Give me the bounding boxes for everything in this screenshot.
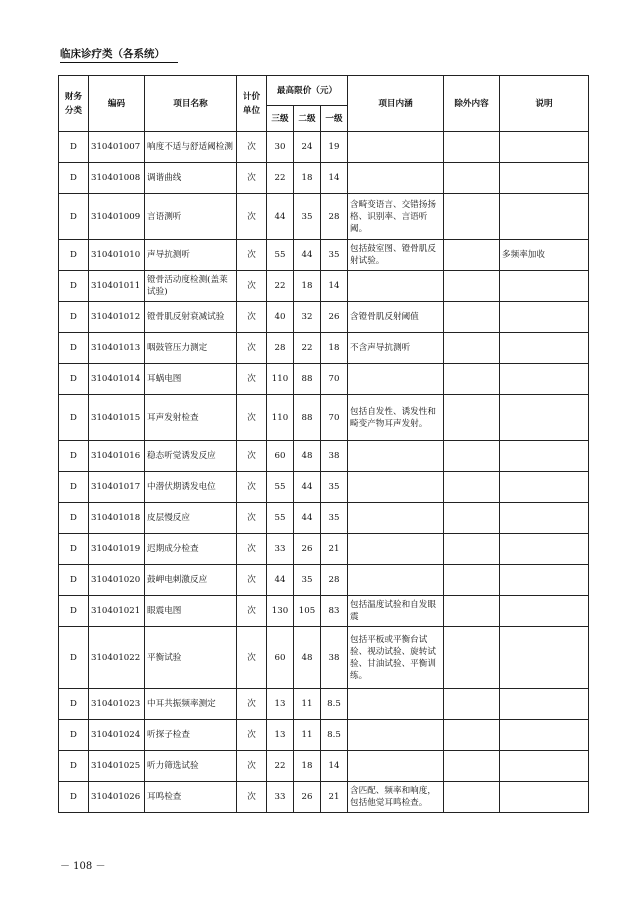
row-note [500, 596, 589, 627]
row-unit: 次 [237, 271, 267, 302]
row-excluded [444, 302, 500, 333]
row-unit: 次 [237, 194, 267, 240]
row-price-level1: 28 [321, 194, 348, 240]
row-code: 310401012 [89, 302, 145, 333]
row-note [500, 720, 589, 751]
row-content [348, 503, 444, 534]
row-code: 310401022 [89, 627, 145, 689]
row-content: 包括温度试验和自发眼震 [348, 596, 444, 627]
row-unit: 次 [237, 689, 267, 720]
row-price-level2: 88 [294, 364, 321, 395]
row-category: D [59, 441, 89, 472]
row-excluded [444, 689, 500, 720]
row-content: 含畸变语言、交错扬扬格、识别率、言语听阈。 [348, 194, 444, 240]
row-code: 310401009 [89, 194, 145, 240]
table-row [59, 163, 589, 194]
row-excluded [444, 534, 500, 565]
row-code: 310401013 [89, 333, 145, 364]
row-price-level1: 83 [321, 596, 348, 627]
table-row [59, 534, 589, 565]
row-code: 310401026 [89, 782, 145, 813]
row-excluded [444, 240, 500, 271]
row-price-level3: 60 [267, 441, 294, 472]
row-price-level1: 35 [321, 472, 348, 503]
row-code: 310401023 [89, 689, 145, 720]
row-content [348, 751, 444, 782]
row-code: 310401011 [89, 271, 145, 302]
row-name: 迟期成分检查 [145, 534, 237, 565]
row-excluded [444, 364, 500, 395]
row-name: 耳鸣检查 [145, 782, 237, 813]
row-price-level2: 44 [294, 240, 321, 271]
row-content: 包括自发性、诱发性和畸变产物耳声发射。 [348, 395, 444, 441]
row-code: 310401020 [89, 565, 145, 596]
row-category: D [59, 163, 89, 194]
header-price-group: 最高限价（元） [267, 76, 348, 106]
row-name: 响度不适与舒适阈检测 [145, 132, 237, 163]
row-note [500, 163, 589, 194]
row-excluded [444, 271, 500, 302]
row-content [348, 271, 444, 302]
row-price-level1: 70 [321, 364, 348, 395]
row-price-level2: 18 [294, 271, 321, 302]
row-unit: 次 [237, 395, 267, 441]
header-level1: 一级 [321, 106, 348, 132]
row-category: D [59, 271, 89, 302]
row-content: 包括鼓室图、镫骨肌反射试验。 [348, 240, 444, 271]
row-unit: 次 [237, 596, 267, 627]
table-row [59, 441, 589, 472]
row-price-level1: 28 [321, 565, 348, 596]
row-unit: 次 [237, 503, 267, 534]
row-price-level2: 105 [294, 596, 321, 627]
row-price-level3: 40 [267, 302, 294, 333]
section-title: 临床诊疗类（各系统） [60, 48, 165, 60]
row-name: 稳态听觉诱发反应 [145, 441, 237, 472]
table-row [59, 271, 589, 302]
row-name: 听力筛选试验 [145, 751, 237, 782]
row-unit: 次 [237, 163, 267, 194]
row-name: 平衡试验 [145, 627, 237, 689]
row-note [500, 627, 589, 689]
row-price-level2: 88 [294, 395, 321, 441]
table-row [59, 472, 589, 503]
row-code: 310401019 [89, 534, 145, 565]
row-price-level2: 22 [294, 333, 321, 364]
row-note [500, 472, 589, 503]
header-name: 项目名称 [145, 76, 237, 132]
row-content: 包括平板或平衡台试验、视动试验、旋转试验、甘油试验、平衡训练。 [348, 627, 444, 689]
header-note: 说明 [500, 76, 589, 132]
table-row [59, 132, 589, 163]
table-row [59, 194, 589, 240]
table-row [59, 596, 589, 627]
row-excluded [444, 163, 500, 194]
row-unit: 次 [237, 441, 267, 472]
row-content [348, 132, 444, 163]
row-price-level1: 19 [321, 132, 348, 163]
row-code: 310401008 [89, 163, 145, 194]
row-category: D [59, 132, 89, 163]
row-category: D [59, 240, 89, 271]
row-code: 310401016 [89, 441, 145, 472]
row-content [348, 163, 444, 194]
row-content [348, 364, 444, 395]
table-row [59, 565, 589, 596]
row-note [500, 302, 589, 333]
table-row [59, 333, 589, 364]
row-price-level3: 55 [267, 472, 294, 503]
row-price-level3: 55 [267, 503, 294, 534]
row-unit: 次 [237, 472, 267, 503]
row-price-level2: 24 [294, 132, 321, 163]
row-note [500, 689, 589, 720]
row-content [348, 565, 444, 596]
row-price-level1: 26 [321, 302, 348, 333]
row-content [348, 472, 444, 503]
row-price-level3: 130 [267, 596, 294, 627]
row-unit: 次 [237, 364, 267, 395]
row-content [348, 441, 444, 472]
row-name: 调谐曲线 [145, 163, 237, 194]
header-content: 项目内涵 [348, 76, 444, 132]
row-name: 镫骨活动度检测(盖莱试验) [145, 271, 237, 302]
row-price-level2: 26 [294, 534, 321, 565]
row-name: 中潜伏期诱发电位 [145, 472, 237, 503]
row-price-level3: 60 [267, 627, 294, 689]
row-price-level1: 21 [321, 534, 348, 565]
row-price-level3: 44 [267, 565, 294, 596]
fee-table-body [59, 132, 589, 813]
row-name: 耳声发射检查 [145, 395, 237, 441]
row-category: D [59, 565, 89, 596]
row-category: D [59, 534, 89, 565]
header-excluded: 除外内容 [444, 76, 500, 132]
row-price-level2: 48 [294, 441, 321, 472]
table-row [59, 240, 589, 271]
row-price-level3: 13 [267, 720, 294, 751]
row-price-level2: 48 [294, 627, 321, 689]
row-code: 310401010 [89, 240, 145, 271]
row-unit: 次 [237, 333, 267, 364]
row-note [500, 782, 589, 813]
row-unit: 次 [237, 534, 267, 565]
row-price-level3: 110 [267, 395, 294, 441]
row-unit: 次 [237, 751, 267, 782]
row-price-level1: 14 [321, 163, 348, 194]
title-underline [60, 62, 178, 63]
row-price-level3: 110 [267, 364, 294, 395]
table-row [59, 503, 589, 534]
row-code: 310401024 [89, 720, 145, 751]
table-row [59, 302, 589, 333]
row-price-level2: 18 [294, 163, 321, 194]
row-price-level3: 55 [267, 240, 294, 271]
row-category: D [59, 194, 89, 240]
row-excluded [444, 395, 500, 441]
row-excluded [444, 751, 500, 782]
row-note [500, 395, 589, 441]
row-note [500, 271, 589, 302]
row-price-level3: 13 [267, 689, 294, 720]
row-excluded [444, 503, 500, 534]
row-price-level1: 35 [321, 240, 348, 271]
row-price-level3: 22 [267, 163, 294, 194]
row-excluded [444, 565, 500, 596]
row-name: 眼震电图 [145, 596, 237, 627]
row-excluded [444, 720, 500, 751]
row-note [500, 751, 589, 782]
row-category: D [59, 596, 89, 627]
row-note [500, 194, 589, 240]
row-unit: 次 [237, 782, 267, 813]
row-category: D [59, 364, 89, 395]
row-price-level1: 35 [321, 503, 348, 534]
row-category: D [59, 720, 89, 751]
row-category: D [59, 689, 89, 720]
row-excluded [444, 333, 500, 364]
row-code: 310401014 [89, 364, 145, 395]
row-name: 耳蜗电图 [145, 364, 237, 395]
header-code: 编码 [89, 76, 145, 132]
row-note [500, 441, 589, 472]
table-row [59, 720, 589, 751]
row-code: 310401007 [89, 132, 145, 163]
fee-table [58, 75, 589, 813]
row-price-level1: 14 [321, 751, 348, 782]
row-category: D [59, 782, 89, 813]
row-price-level2: 11 [294, 720, 321, 751]
row-excluded [444, 596, 500, 627]
row-name: 皮层慢反应 [145, 503, 237, 534]
row-name: 咽鼓管压力测定 [145, 333, 237, 364]
table-row [59, 751, 589, 782]
row-code: 310401015 [89, 395, 145, 441]
row-category: D [59, 627, 89, 689]
table-row [59, 689, 589, 720]
row-unit: 次 [237, 565, 267, 596]
row-price-level3: 22 [267, 751, 294, 782]
row-price-level1: 18 [321, 333, 348, 364]
header-category: 财务分类 [59, 76, 89, 132]
header-level2: 二级 [294, 106, 321, 132]
row-price-level2: 44 [294, 472, 321, 503]
table-row [59, 395, 589, 441]
header-unit: 计价单位 [237, 76, 267, 132]
table-row [59, 627, 589, 689]
row-content: 含镫骨肌反射阈值 [348, 302, 444, 333]
row-price-level3: 44 [267, 194, 294, 240]
row-excluded [444, 627, 500, 689]
row-code: 310401017 [89, 472, 145, 503]
row-price-level2: 44 [294, 503, 321, 534]
row-price-level1: 21 [321, 782, 348, 813]
row-note: 多频率加收 [500, 240, 589, 271]
row-content: 不含声导抗测听 [348, 333, 444, 364]
page-number: － 108 － [60, 861, 106, 872]
row-excluded [444, 194, 500, 240]
row-price-level1: 38 [321, 441, 348, 472]
row-price-level3: 33 [267, 782, 294, 813]
header-level3: 三级 [267, 106, 294, 132]
row-price-level3: 30 [267, 132, 294, 163]
row-name: 听探子检查 [145, 720, 237, 751]
row-note [500, 534, 589, 565]
table-row [59, 364, 589, 395]
row-name: 镫骨肌反射衰减试验 [145, 302, 237, 333]
row-excluded [444, 472, 500, 503]
row-note [500, 132, 589, 163]
table-row [59, 782, 589, 813]
row-price-level2: 35 [294, 194, 321, 240]
row-content [348, 689, 444, 720]
row-unit: 次 [237, 240, 267, 271]
row-price-level2: 11 [294, 689, 321, 720]
row-unit: 次 [237, 627, 267, 689]
row-category: D [59, 333, 89, 364]
row-code: 310401025 [89, 751, 145, 782]
row-excluded [444, 782, 500, 813]
row-excluded [444, 441, 500, 472]
row-code: 310401018 [89, 503, 145, 534]
row-price-level1: 8.5 [321, 720, 348, 751]
row-name: 中耳共振频率测定 [145, 689, 237, 720]
row-category: D [59, 302, 89, 333]
row-name: 言语测听 [145, 194, 237, 240]
row-category: D [59, 751, 89, 782]
row-price-level1: 14 [321, 271, 348, 302]
row-price-level2: 26 [294, 782, 321, 813]
row-price-level1: 70 [321, 395, 348, 441]
row-category: D [59, 472, 89, 503]
row-unit: 次 [237, 720, 267, 751]
row-name: 声导抗测听 [145, 240, 237, 271]
row-price-level2: 18 [294, 751, 321, 782]
row-code: 310401021 [89, 596, 145, 627]
row-content [348, 534, 444, 565]
row-price-level1: 38 [321, 627, 348, 689]
row-name: 鼓岬电刺激反应 [145, 565, 237, 596]
row-unit: 次 [237, 302, 267, 333]
row-category: D [59, 395, 89, 441]
row-content [348, 720, 444, 751]
row-note [500, 333, 589, 364]
row-price-level3: 28 [267, 333, 294, 364]
row-price-level1: 8.5 [321, 689, 348, 720]
row-price-level3: 33 [267, 534, 294, 565]
row-excluded [444, 132, 500, 163]
row-price-level2: 35 [294, 565, 321, 596]
row-note [500, 503, 589, 534]
row-content: 含匹配、频率和响度，包括他觉耳鸣检查。 [348, 782, 444, 813]
row-price-level2: 32 [294, 302, 321, 333]
row-note [500, 565, 589, 596]
row-category: D [59, 503, 89, 534]
row-price-level3: 22 [267, 271, 294, 302]
row-note [500, 364, 589, 395]
row-unit: 次 [237, 132, 267, 163]
